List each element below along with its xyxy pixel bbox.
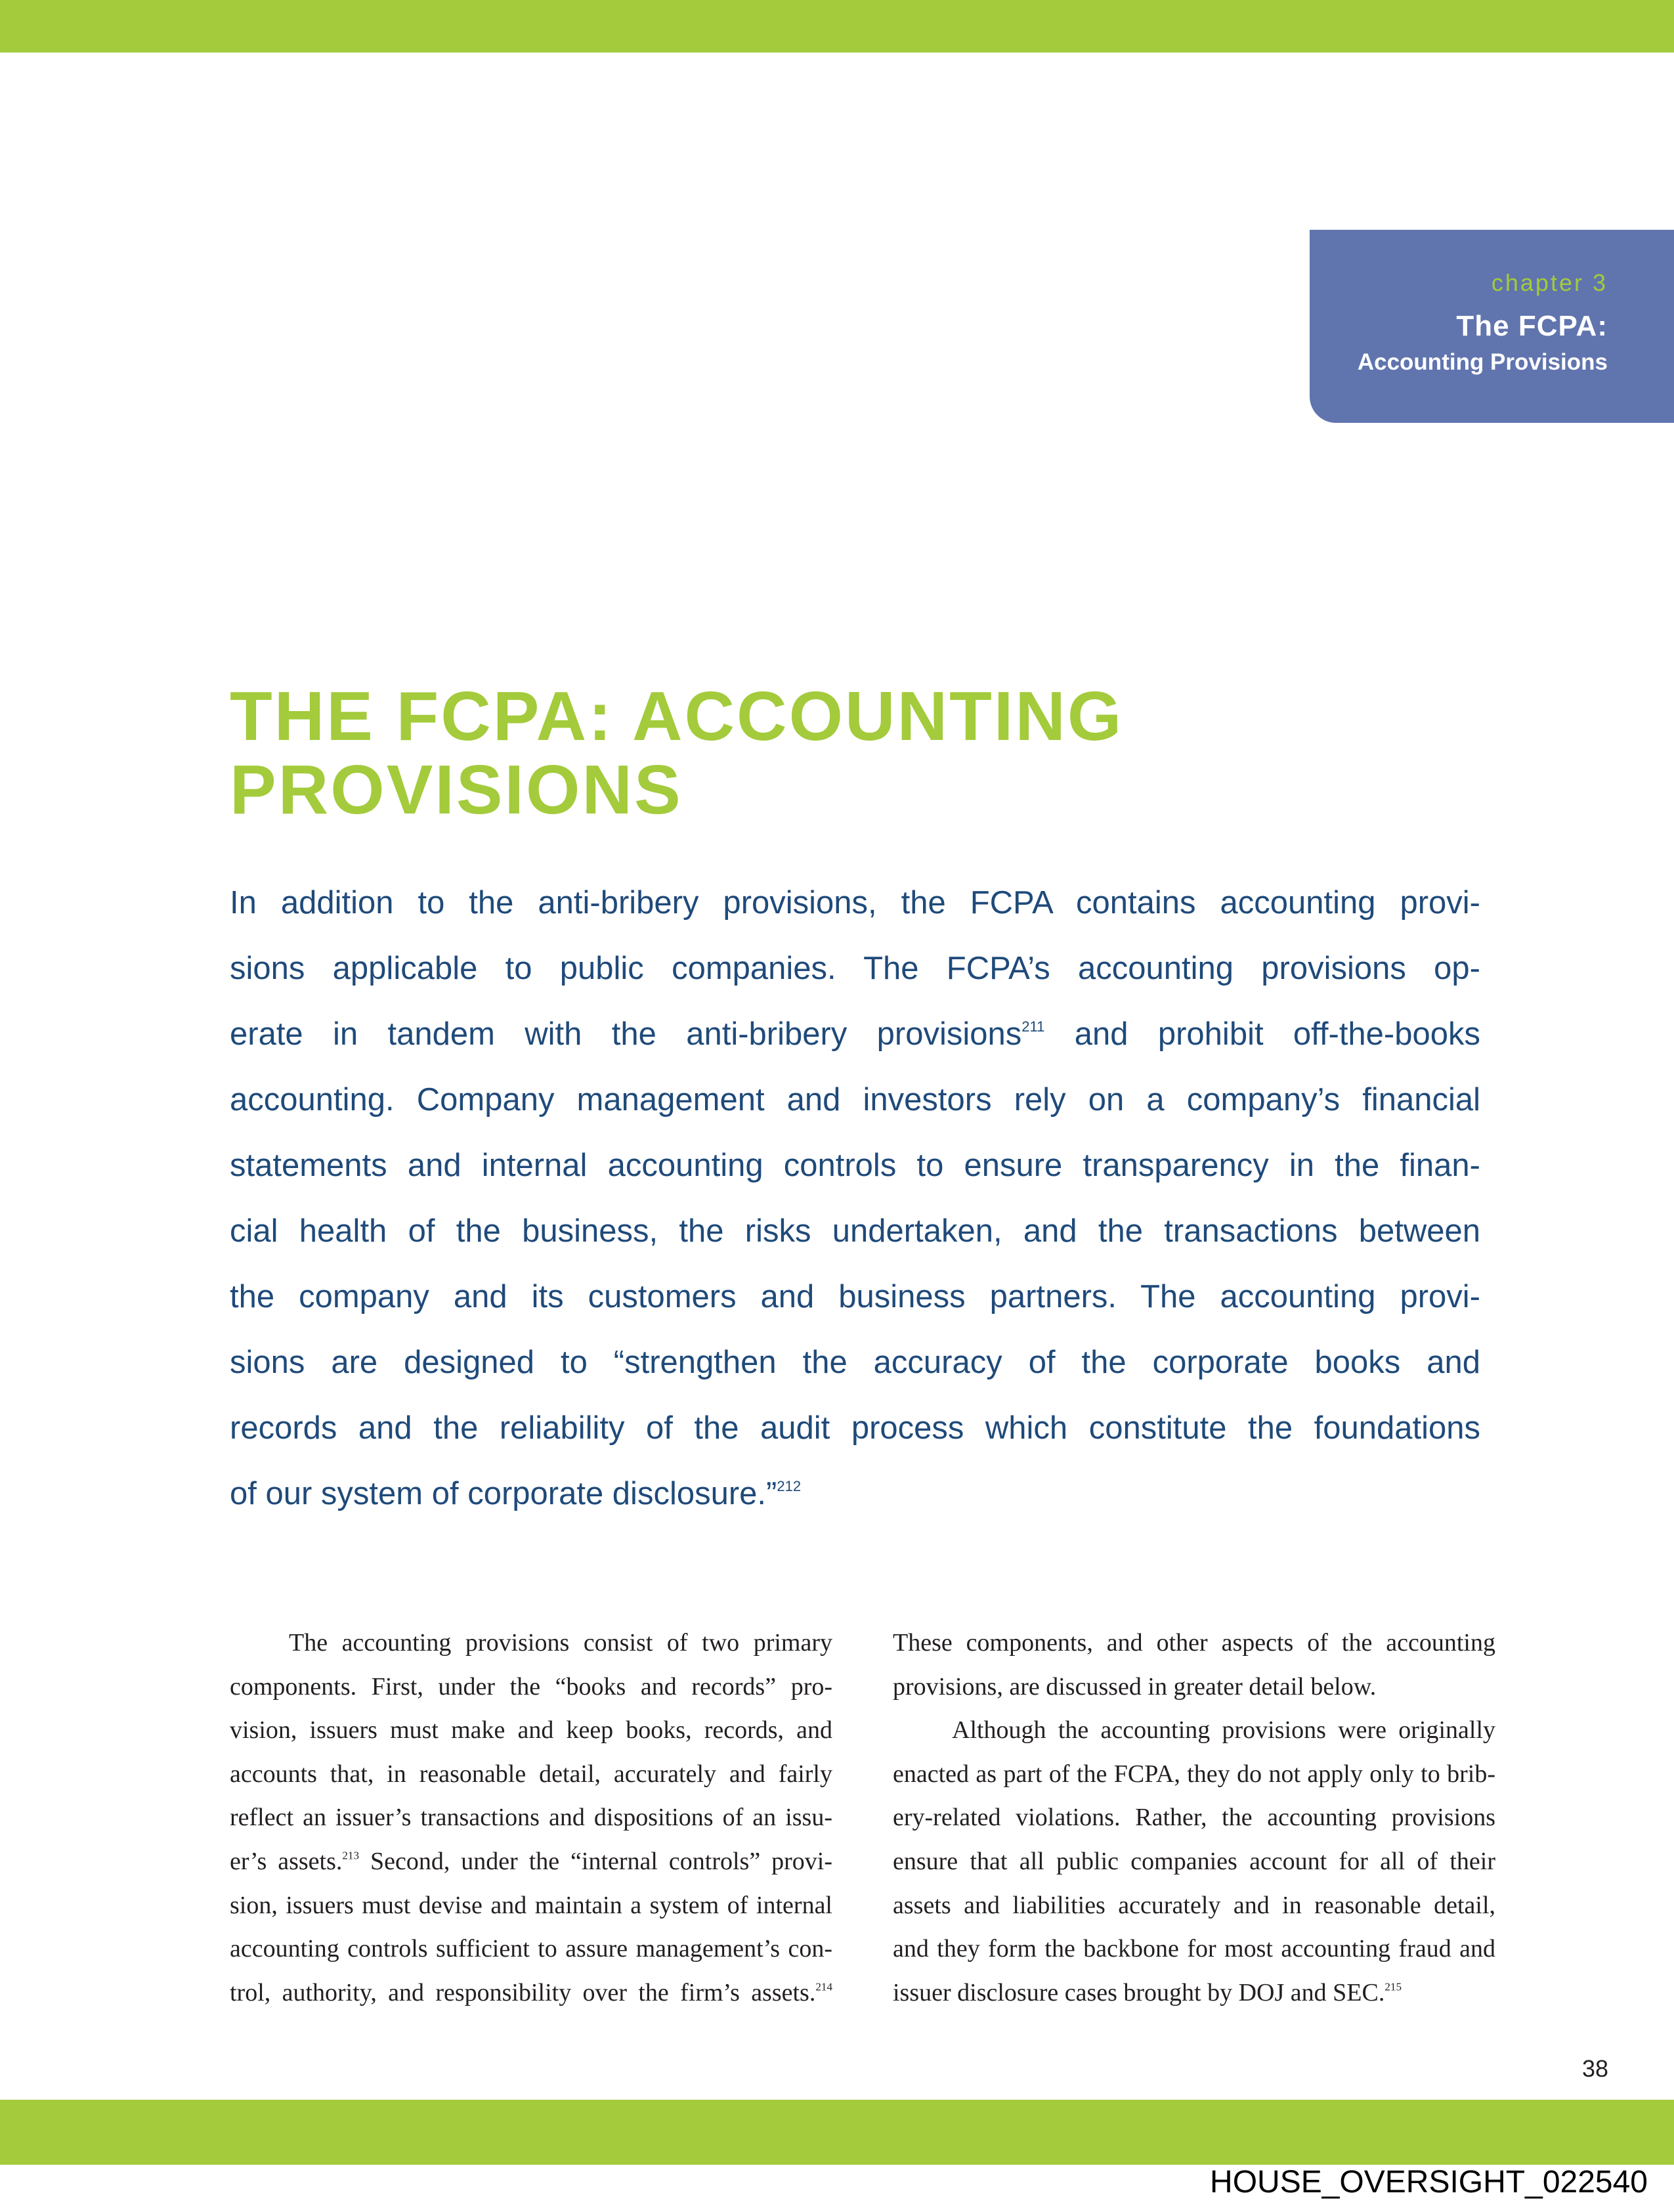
body-line: These components, and other aspects of the accounting [893, 1629, 1495, 1657]
intro-line: the company and its customers and business partners. The accounting provi- [230, 1279, 1480, 1314]
intro-line: sions applicable to public companies. The FCPA’s accounting provisions op- [230, 951, 1480, 986]
page-number: 38 [1581, 2055, 1608, 2082]
body-line: The accounting provisions consist of two primary [289, 1629, 832, 1657]
footnote-ref[interactable]: 215 [1384, 1980, 1402, 1993]
title-line: PROVISIONS [230, 751, 683, 829]
top-accent-bar [0, 0, 1674, 53]
body-line: sion, issuers must devise and maintain a system of internal [230, 1891, 832, 1919]
body-line: components. First, under the “books and records” pro- [230, 1672, 832, 1701]
body-text: issuer disclosure cases brought by DOJ and SEC. [893, 1978, 1385, 2006]
intro-line [230, 1001, 1480, 1067]
intro-line: In addition to the anti-bribery provisions, the FCPA contains accounting provi- [230, 885, 1480, 921]
intro-text: of our system of corporate disclosure.” [230, 1476, 777, 1511]
body-text: er’s assets. [230, 1847, 343, 1875]
body-line [230, 1971, 832, 2015]
intro-text: and prohibit off-the-books [1044, 1016, 1481, 1052]
body-line [230, 1840, 832, 1884]
body-line [893, 1971, 1495, 2015]
left-column [230, 1621, 832, 2014]
body-line: enacted as part of the FCPA, they do not apply only to brib- [893, 1760, 1495, 1788]
intro-line: sions are designed to “strengthen the accuracy of the corporate books and [230, 1345, 1480, 1380]
bates-stamp: HOUSE_OVERSIGHT_022540 [1210, 2165, 1648, 2200]
intro-text: erate in tandem with the anti-bribery provisions [230, 1016, 1022, 1052]
right-column [893, 1621, 1495, 2014]
intro-line: accounting. Company management and investors rely on a company’s financial [230, 1082, 1480, 1117]
body-line: accounts that, in reasonable detail, accurately and fairly [230, 1760, 832, 1788]
bottom-accent-bar [0, 2100, 1674, 2165]
body-line: provisions, are discussed in greater detail below. [893, 1672, 1377, 1701]
footnote-ref[interactable]: 212 [777, 1478, 802, 1495]
body-line: ensure that all public companies account for all of their [893, 1847, 1495, 1875]
intro-line: cial health of the business, the risks undertaken, and the transactions between [230, 1213, 1480, 1249]
body-line: ery-related violations. Rather, the accounting provisions [893, 1804, 1495, 1832]
body-line: accounting controls sufficient to assure management’s con- [230, 1935, 832, 1963]
chapter-tab [1310, 230, 1674, 423]
intro-paragraph [230, 870, 1480, 1527]
chapter-label: chapter 3 [1491, 269, 1608, 296]
body-text: Second, under the “internal controls” provi- [359, 1847, 832, 1875]
page-title [230, 680, 1123, 827]
body-text: trol, authority, and responsibility over the firm’s assets. [230, 1978, 816, 2006]
body-line: Although the accounting provisions were originally [952, 1716, 1495, 1745]
body-line: vision, issuers must make and keep books, records, and [230, 1716, 832, 1745]
intro-line: records and the reliability of the audit process which constitute the foundations [230, 1410, 1480, 1446]
body-line: reflect an issuer’s transactions and dispositions of an issu- [230, 1804, 832, 1832]
body-line: assets and liabilities accurately and in reasonable detail, [893, 1891, 1495, 1919]
body-line: and they form the backbone for most accounting fraud and [893, 1935, 1495, 1963]
chapter-title: The FCPA: [1456, 310, 1608, 342]
footnote-ref[interactable]: 211 [1021, 1018, 1045, 1035]
footnote-ref[interactable]: 213 [342, 1849, 360, 1862]
chapter-subtitle: Accounting Provisions [1357, 349, 1608, 375]
intro-line [230, 1461, 1480, 1527]
intro-line: statements and internal accounting controls to ensure transparency in the finan- [230, 1148, 1480, 1183]
title-line: THE FCPA: ACCOUNTING [230, 678, 1124, 755]
footnote-ref[interactable]: 214 [815, 1980, 832, 1993]
